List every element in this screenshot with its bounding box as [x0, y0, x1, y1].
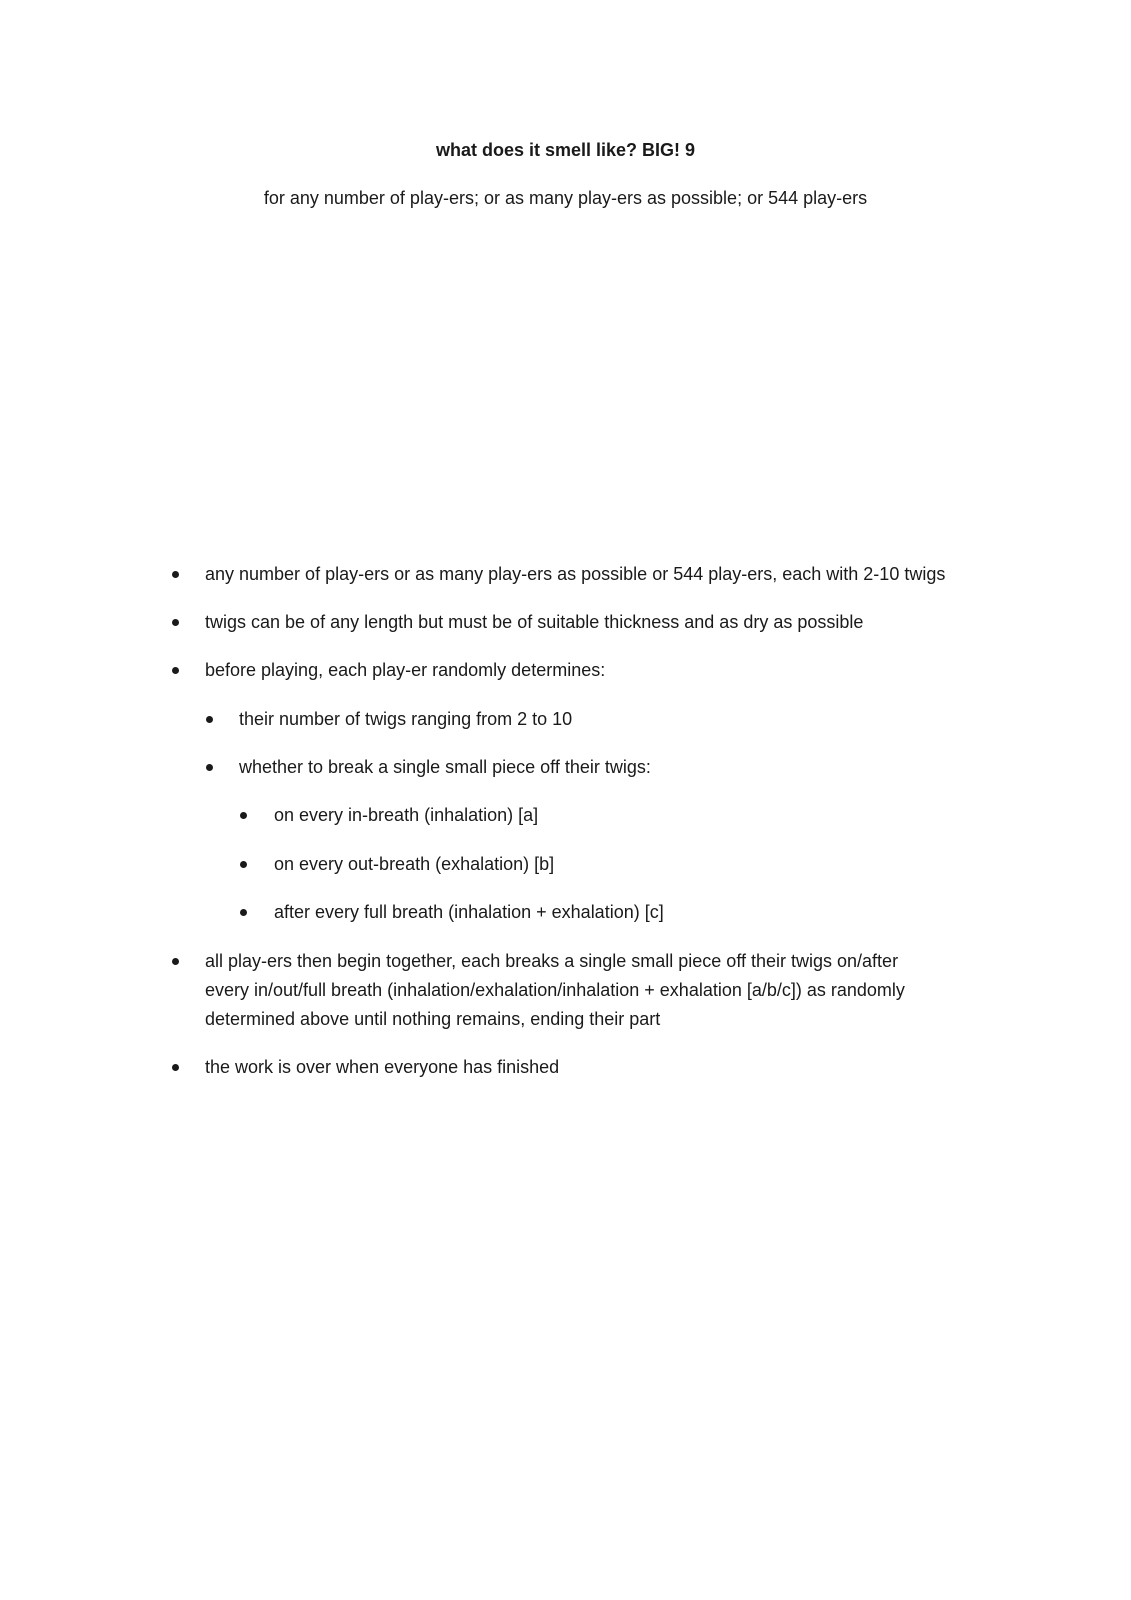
list-item-text: on every out-breath (exhalation) [b]: [274, 854, 555, 874]
bullet-icon: [172, 667, 179, 674]
bullet-icon: [172, 958, 179, 965]
list-item-text: their number of twigs ranging from 2 to 10: [239, 709, 573, 729]
list-item-text: the work is over when everyone has finished: [205, 1057, 560, 1077]
list-item-text: after every full breath (inhalation + exhalation) [c]: [274, 902, 664, 922]
bullet-icon: [206, 716, 213, 723]
bullet-icon: [172, 1064, 179, 1071]
list-item-text: whether to break a single small piece off their twigs:: [239, 757, 651, 777]
list-item-line: all play-ers then begin together, each breaks a single small piece off their twigs on/after: [205, 951, 899, 971]
sub-sub-list-item: [240, 801, 538, 830]
bullet-icon: [206, 764, 213, 771]
list-item-text: before playing, each play-er randomly determines:: [205, 660, 606, 680]
sub-sub-list-item: [240, 898, 664, 927]
bullet-icon: [172, 571, 179, 578]
list-item-text: any number of play-ers or as many play-ers as possible or 544 play-ers, each with 2-10 twigs: [205, 564, 946, 584]
sub-list-item: [206, 753, 651, 782]
list-item-line: every in/out/full breath (inhalation/exhalation/inhalation + exhalation [a/b/c]) as randomly: [205, 980, 905, 1000]
list-item: [172, 656, 605, 685]
list-item: [172, 1053, 559, 1082]
bullet-icon: [240, 861, 247, 868]
document-subtitle: for any number of play-ers; or as many play-ers as possible; or 544 play-ers: [263, 188, 868, 208]
bullet-icon: [172, 619, 179, 626]
list-item-text: twigs can be of any length but must be of suitable thickness and as dry as possible: [205, 612, 864, 632]
list-item-line: determined above until nothing remains, ending their part: [205, 1009, 661, 1029]
list-item: [172, 947, 905, 1034]
sub-sub-list-item: [240, 850, 554, 879]
list-item: [172, 608, 863, 637]
bullet-icon: [240, 812, 247, 819]
bullet-icon: [240, 909, 247, 916]
document-title: what does it smell like? BIG! 9: [435, 140, 696, 160]
sub-list-item: [206, 705, 572, 734]
list-item-text: on every in-breath (inhalation) [a]: [274, 805, 539, 825]
list-item: [172, 560, 945, 589]
